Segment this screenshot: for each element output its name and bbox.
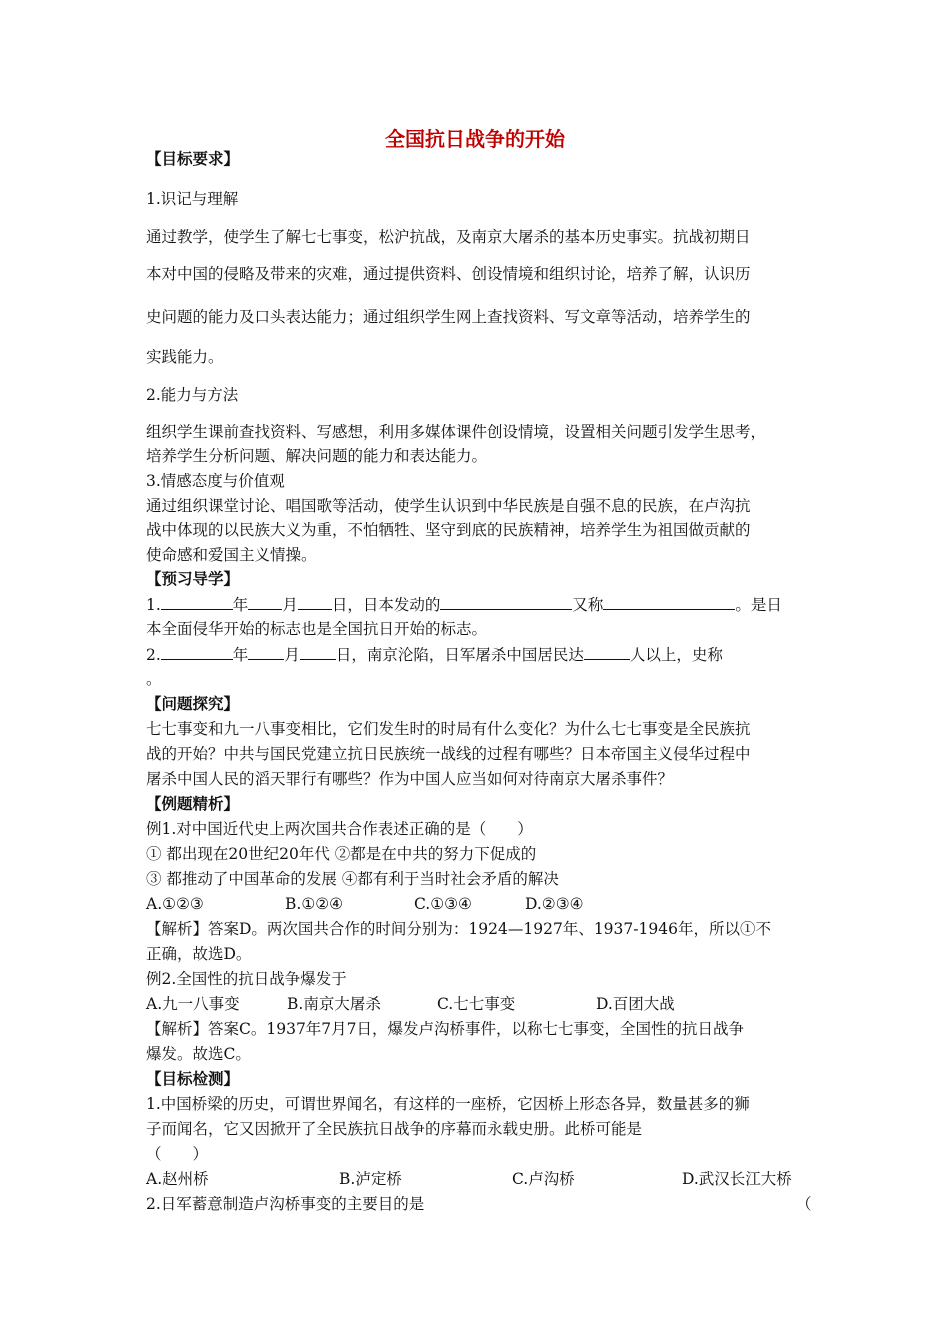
example-2-option-d[interactable]: D.百团大战	[596, 995, 675, 1013]
goals-heading-1: 1.识记与理解	[146, 190, 239, 208]
check-q1-paren: （ ）	[146, 1145, 209, 1163]
check-q1-option-b[interactable]: B.泸定桥	[339, 1170, 402, 1188]
section-goals: 【目标要求】	[146, 149, 240, 168]
preview-q2: 2. 年 月 日，南京沦陷，日军屠杀中国居民达 人以上，史称	[146, 643, 723, 666]
blank-month[interactable]	[248, 643, 284, 660]
section-examples: 【例题精析】	[146, 794, 240, 813]
example-1-answer: 正确，故选D。	[146, 945, 252, 963]
example-2-question: 例2.全国性的抗日战争爆发于	[146, 970, 347, 988]
blank-year[interactable]	[161, 643, 233, 660]
example-2-option-b[interactable]: B.南京大屠杀	[287, 995, 381, 1013]
blank-alias[interactable]	[603, 593, 735, 610]
example-1-statement: ① 都出现在20世纪20年代 ②都是在中共的努力下促成的	[146, 845, 537, 863]
section-explore: 【问题探究】	[146, 694, 240, 713]
page-title: 全国抗日战争的开始	[385, 127, 565, 151]
section-check: 【目标检测】	[146, 1069, 240, 1088]
check-q1-option-a[interactable]: A.赵州桥	[146, 1170, 209, 1188]
example-1-question: 例1.对中国近代史上两次国共合作表述正确的是（ ）	[146, 820, 533, 838]
blank-month[interactable]	[248, 593, 282, 610]
goals-p1-line: 实践能力。	[146, 348, 224, 366]
check-q1-line: 子而闻名，它又因掀开了全民族抗日战争的序幕而永载史册。此桥可能是	[146, 1120, 643, 1138]
example-1-option-b[interactable]: B.①②④	[285, 895, 344, 913]
check-q1-option-d[interactable]: D.武汉长江大桥	[682, 1170, 792, 1188]
check-q1-option-c[interactable]: C.卢沟桥	[512, 1170, 575, 1188]
example-2-answer: 爆发。故选C。	[146, 1045, 251, 1063]
goals-p3-line: 通过组织课堂讨论、唱国歌等活动，使学生认识到中华民族是自强不息的民族，在卢沟抗	[146, 497, 751, 515]
preview-q2-line2: 。	[146, 670, 162, 688]
explore-line: 屠杀中国人民的滔天罪行有哪些？作为中国人应当如何对待南京大屠杀事件？	[146, 770, 674, 788]
goals-p2-line: 培养学生分析问题、解决问题的能力和表达能力。	[146, 447, 488, 465]
example-2-answer: 【解析】答案C。1937年7月7日，爆发卢沟桥事件，以称七七事变，全国性的抗日战争	[146, 1020, 745, 1038]
preview-q1: 1. 年 月 日，日本发动的 又称 。是日	[146, 593, 782, 616]
example-2-option-c[interactable]: C.七七事变	[437, 995, 516, 1013]
goals-p2-line: 组织学生课前查找资料、写感想，利用多媒体课件创设情境，设置相关问题引发学生思考，	[146, 423, 767, 441]
example-2-option-a[interactable]: A.九一八事变	[146, 995, 240, 1013]
example-1-answer: 【解析】答案D。两次国共合作的时间分别为：1924—1927年、1937-1946年，所以①不	[146, 920, 771, 938]
check-q2-paren: （	[796, 1195, 812, 1213]
example-1-statement: ③ 都推动了中国革命的发展 ④都有利于当时社会矛盾的解决	[146, 870, 559, 888]
example-1-option-d[interactable]: D.②③④	[525, 895, 584, 913]
section-preview: 【预习导学】	[146, 569, 240, 588]
goals-p1-line: 史问题的能力及口头表达能力；通过组织学生网上查找资料、写文章等活动，培养学生的	[146, 308, 751, 326]
goals-heading-3: 3.情感态度与价值观	[146, 472, 285, 490]
example-1-option-c[interactable]: C.①③④	[414, 895, 472, 913]
blank-event[interactable]	[440, 593, 572, 610]
explore-line: 战的开始？中共与国民党建立抗日民族统一战线的过程有哪些？日本帝国主义侵华过程中	[146, 745, 751, 763]
blank-count[interactable]	[584, 643, 630, 660]
preview-q1-line2: 本全面侵华开始的标志也是全国抗日开始的标志。	[146, 620, 488, 638]
goals-p1-line: 本对中国的侵略及带来的灾难，通过提供资料、创设情境和组织讨论，培养了解，认识历	[146, 265, 751, 283]
goals-p3-line: 战中体现的以民族大义为重，不怕牺牲、坚守到底的民族精神，培养学生为祖国做贡献的	[146, 521, 751, 539]
blank-day[interactable]	[300, 643, 336, 660]
explore-line: 七七事变和九一八事变相比，它们发生时的时局有什么变化？为什么七七事变是全民族抗	[146, 720, 751, 738]
goals-p1-line: 通过教学，使学生了解七七事变，松沪抗战，及南京大屠杀的基本历史事实。抗战初期日	[146, 228, 751, 246]
check-q2: 2.日军蓄意制造卢沟桥事变的主要目的是	[146, 1195, 425, 1213]
check-q1-line: 1.中国桥梁的历史，可谓世界闻名，有这样的一座桥，它因桥上形态各异，数量甚多的狮	[146, 1095, 750, 1113]
goals-heading-2: 2.能力与方法	[146, 386, 239, 404]
goals-p3-line: 使命感和爱国主义情操。	[146, 546, 317, 564]
example-1-option-a[interactable]: A.①②③	[146, 895, 204, 913]
blank-year[interactable]	[161, 593, 233, 610]
blank-day[interactable]	[298, 593, 332, 610]
